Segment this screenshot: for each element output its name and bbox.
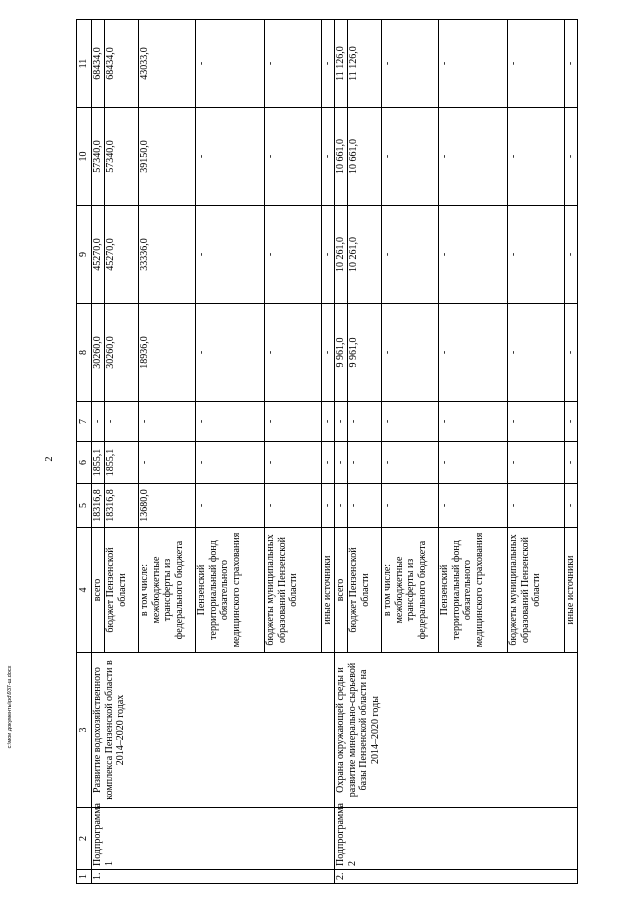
header-row [77, 20, 92, 884]
value-cell: - [508, 304, 565, 402]
value-cell: - [322, 108, 335, 206]
value-cell: - [439, 108, 508, 206]
funding-source-cell: иные источники [322, 528, 335, 653]
value-cell: 45270,0 [105, 206, 139, 304]
value-cell: 11 126,0 [348, 20, 382, 108]
value-cell: - [322, 304, 335, 402]
value-cell: - [322, 206, 335, 304]
value-cell: - [348, 402, 382, 442]
value-cell: - [382, 206, 439, 304]
value-cell: - [265, 206, 322, 304]
value-cell: - [382, 484, 439, 528]
value-cell: - [265, 304, 322, 402]
value-cell: - [439, 442, 508, 484]
value-cell: - [322, 402, 335, 442]
row-number-cell: 1. [92, 870, 335, 884]
header-cell: 5 [77, 484, 92, 528]
funding-source-cell: иные источники [565, 528, 578, 653]
value-cell: - [265, 484, 322, 528]
header-cell: 7 [77, 402, 92, 442]
value-cell: - [565, 206, 578, 304]
funding-source-cell: бюджеты муниципальных образований Пензенской области [508, 528, 565, 653]
value-cell: 68434,0 [105, 20, 139, 108]
budget-table [76, 19, 578, 884]
value-cell: - [508, 402, 565, 442]
value-cell: - [439, 402, 508, 442]
header-cell: 10 [77, 108, 92, 206]
value-cell: 30260,0 [105, 304, 139, 402]
value-cell: 43033,0 [139, 20, 196, 108]
value-cell: 45270,0 [92, 206, 105, 304]
value-cell: - [508, 108, 565, 206]
value-cell: 9 961,0 [348, 304, 382, 402]
table-row [335, 20, 348, 884]
table-row [92, 20, 105, 884]
subprogram-title-cell: Охрана окружающей среды и развитие минерально-сырьевой базы Пензенской области на 2014–2020 годы [335, 653, 578, 808]
header-cell: 2 [77, 808, 92, 870]
subprogram-title-cell: Развитие водохозяйственного комплекса Пензенской области в 2014–2020 годах [92, 653, 335, 808]
page-number: 2 [44, 456, 55, 462]
value-cell: - [196, 206, 265, 304]
header-cell: 4 [77, 528, 92, 653]
value-cell: 57340,0 [105, 108, 139, 206]
value-cell: 10 261,0 [348, 206, 382, 304]
value-cell: - [335, 442, 348, 484]
value-cell: - [92, 402, 105, 442]
funding-source-cell: в том числе: межбюджетные трансферты из федерального бюджета [382, 528, 439, 653]
funding-source-cell: бюджеты муниципальных образований Пензенской области [265, 528, 322, 653]
header-cell: 11 [77, 20, 92, 108]
value-cell: - [196, 108, 265, 206]
value-cell: 57340,0 [92, 108, 105, 206]
value-cell: - [565, 442, 578, 484]
value-cell: - [565, 20, 578, 108]
value-cell: - [439, 20, 508, 108]
value-cell: - [348, 484, 382, 528]
value-cell: - [105, 402, 139, 442]
value-cell: - [439, 484, 508, 528]
value-cell: 18316,8 [92, 484, 105, 528]
value-cell: - [565, 108, 578, 206]
value-cell: 1855,1 [105, 442, 139, 484]
value-cell: - [196, 304, 265, 402]
funding-source-cell: Пензенский территориальный фонд обязательного медицинского страхования [439, 528, 508, 653]
value-cell: - [508, 484, 565, 528]
funding-source-cell: всего [335, 528, 348, 653]
value-cell: 11 126,0 [335, 20, 348, 108]
value-cell: 18316,8 [105, 484, 139, 528]
value-cell: - [565, 402, 578, 442]
header-cell: 6 [77, 442, 92, 484]
value-cell: - [508, 206, 565, 304]
value-cell: - [565, 484, 578, 528]
value-cell: - [196, 484, 265, 528]
value-cell: 18936,0 [139, 304, 196, 402]
value-cell: - [139, 402, 196, 442]
value-cell: 9 961,0 [335, 304, 348, 402]
value-cell: 1855,1 [92, 442, 105, 484]
value-cell: - [322, 20, 335, 108]
value-cell: - [382, 108, 439, 206]
file-path-footer: c:\мои документы\pd\937-ш.docx [7, 665, 13, 749]
value-cell: - [139, 442, 196, 484]
value-cell: - [508, 442, 565, 484]
value-cell: 30260,0 [92, 304, 105, 402]
value-cell: 33336,0 [139, 206, 196, 304]
funding-source-cell: бюджет Пензенской области [105, 528, 139, 653]
value-cell: - [439, 206, 508, 304]
value-cell: 10 661,0 [335, 108, 348, 206]
subprogram-name-cell: Подпрограмма 1 [92, 808, 335, 870]
row-number-cell: 2. [335, 870, 578, 884]
value-cell: 39150,0 [139, 108, 196, 206]
value-cell: 68434,0 [92, 20, 105, 108]
value-cell: - [382, 402, 439, 442]
value-cell: - [439, 304, 508, 402]
value-cell: - [565, 304, 578, 402]
value-cell: - [348, 442, 382, 484]
value-cell: - [196, 402, 265, 442]
value-cell: - [265, 108, 322, 206]
header-cell: 8 [77, 304, 92, 402]
value-cell: - [265, 402, 322, 442]
value-cell: - [196, 20, 265, 108]
value-cell: - [196, 442, 265, 484]
value-cell: - [322, 442, 335, 484]
header-cell: 1 [77, 870, 92, 884]
value-cell: - [265, 20, 322, 108]
value-cell: - [382, 20, 439, 108]
subprogram-name-cell: Подпрограмма 2 [335, 808, 578, 870]
value-cell: - [322, 484, 335, 528]
value-cell: - [335, 484, 348, 528]
value-cell: - [335, 402, 348, 442]
value-cell: 10 261,0 [335, 206, 348, 304]
header-cell: 3 [77, 653, 92, 808]
table-wrapper [76, 20, 580, 884]
funding-source-cell: Пензенский территориальный фонд обязательного медицинского страхования [196, 528, 265, 653]
value-cell: 10 661,0 [348, 108, 382, 206]
value-cell: - [508, 20, 565, 108]
funding-source-cell: в том числе: межбюджетные трансферты из федерального бюджета [139, 528, 196, 653]
value-cell: - [382, 442, 439, 484]
header-cell: 9 [77, 206, 92, 304]
funding-source-cell: всего [92, 528, 105, 653]
value-cell: 13680,0 [139, 484, 196, 528]
table-body [77, 20, 578, 884]
value-cell: - [382, 304, 439, 402]
value-cell: - [265, 442, 322, 484]
funding-source-cell: бюджет Пензенской области [348, 528, 382, 653]
